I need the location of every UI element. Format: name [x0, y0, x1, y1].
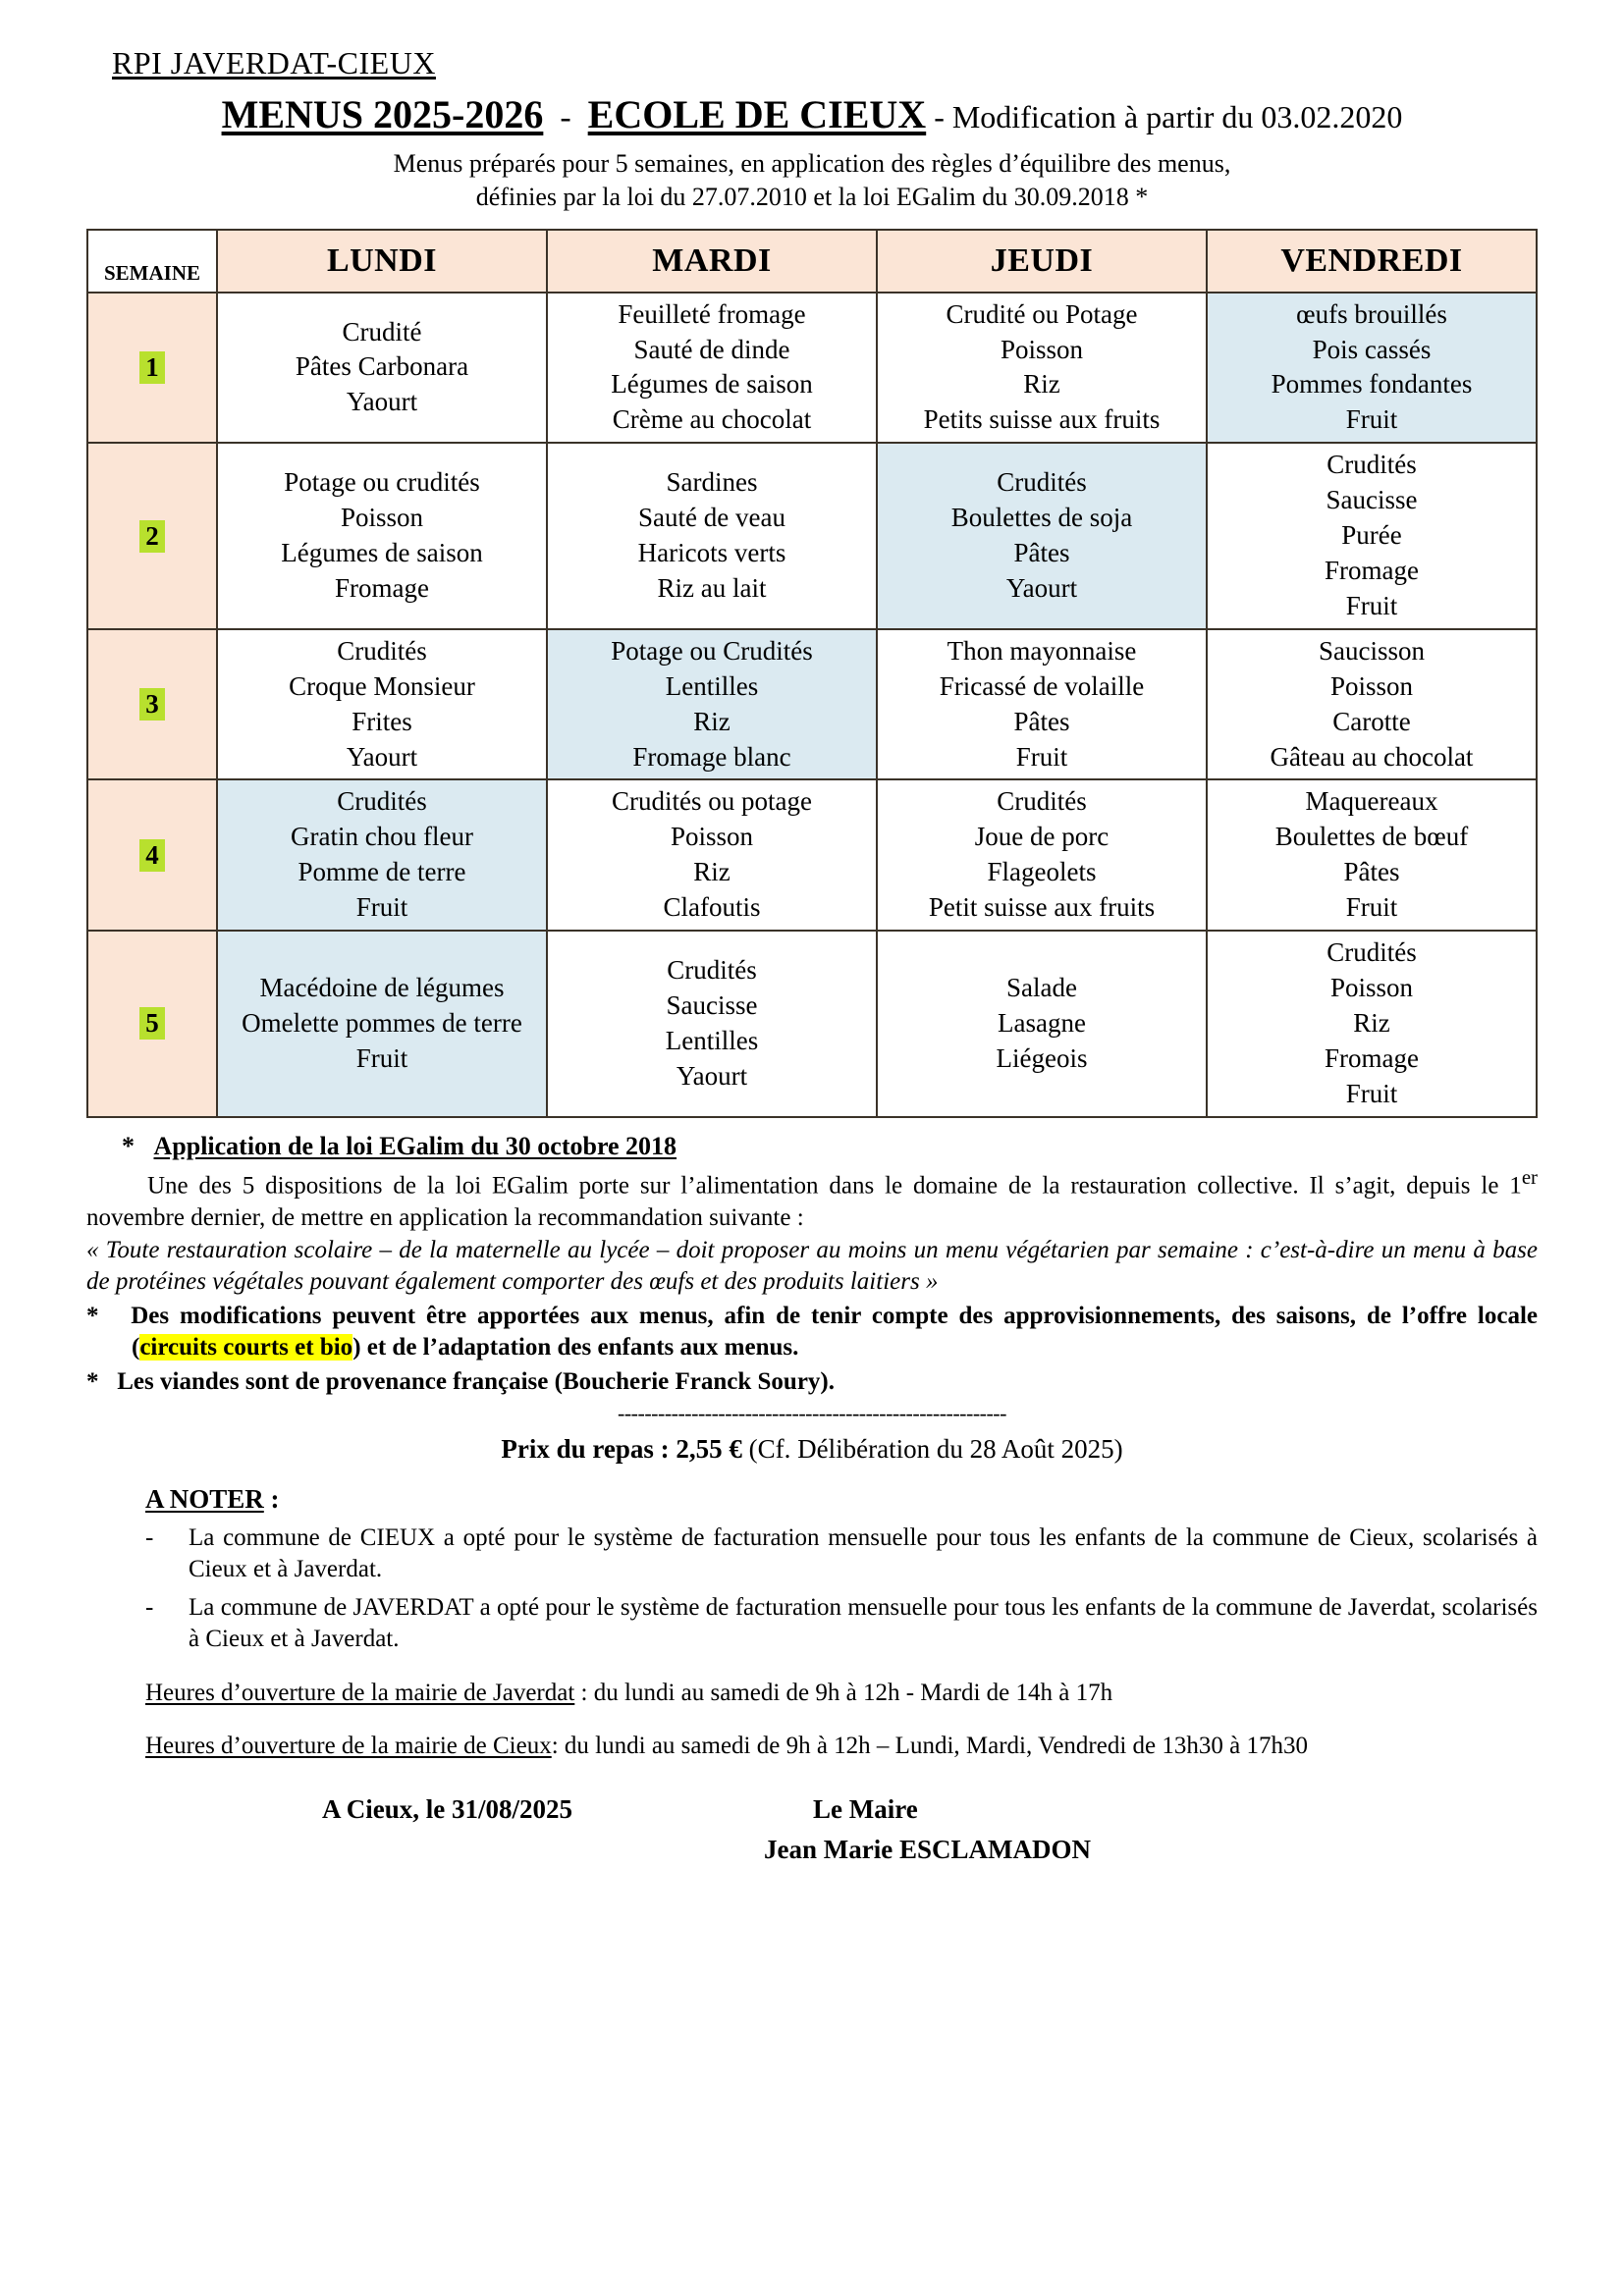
week-number-cell	[87, 293, 217, 444]
menu-item: Crudités	[337, 635, 427, 666]
egalim-paragraph-part-2: novembre dernier, de mettre en application la recommandation suivante :	[86, 1204, 804, 1232]
menu-item: Crudités ou potage	[612, 786, 812, 817]
menu-item: Pommes fondantes	[1271, 369, 1473, 400]
modifications-note-part-2: ) et de l’adaptation des enfants aux menus.	[352, 1334, 799, 1362]
week-number-badge: 5	[139, 1007, 165, 1040]
menu-item: Clafoutis	[663, 892, 761, 923]
menu-item: Sauté de veau	[638, 503, 785, 533]
menu-item: Liégeois	[996, 1042, 1088, 1073]
menu-item: Fromage	[335, 572, 429, 603]
signature-place-date: A Cieux, le 31/08/2025	[322, 1793, 572, 1824]
menu-cell	[547, 293, 877, 444]
main-title	[86, 91, 1538, 137]
menu-item: Fromage	[1325, 1042, 1419, 1073]
menu-item: Saucisse	[1326, 485, 1418, 515]
subtitle-line-1: Menus préparés pour 5 semaines, en application des règles d’équilibre des menus,	[393, 149, 1231, 178]
menu-item: Poisson	[1329, 670, 1414, 701]
menu-item: Fruit	[1345, 1078, 1398, 1108]
menu-item: Pomme de terre	[298, 857, 466, 887]
modification-note: - Modification à partir du 03.02.2020	[934, 99, 1403, 134]
menu-item: Crudité	[342, 316, 422, 347]
menu-item: Lasagne	[998, 1007, 1086, 1038]
menu-cell	[217, 931, 547, 1117]
menu-item: Haricots verts	[637, 538, 786, 568]
table-row	[87, 293, 1537, 444]
menu-item: Pois cassés	[1312, 334, 1432, 364]
menu-item: Feuilleté fromage	[618, 298, 806, 329]
anoter-bullet-list	[86, 1522, 1538, 1656]
modifications-star: *	[86, 1302, 99, 1329]
menu-table-body	[87, 293, 1537, 1117]
week-number-badge: 2	[139, 520, 165, 553]
menu-item: Yaourt	[676, 1060, 748, 1091]
menu-item: Crème au chocolat	[612, 404, 812, 435]
menu-item: Riz	[693, 706, 731, 736]
menu-item: Fruit	[1345, 590, 1398, 620]
modifications-note-part-1: Des modifications peuvent être apportées aux menus, afin de tenir compte des approvisionnements, des saisons, de l’offre locale (	[131, 1302, 1538, 1362]
menu-item: Légumes de saison	[611, 369, 813, 400]
viandes-star: *	[86, 1367, 99, 1395]
table-row	[87, 779, 1537, 931]
egalim-paragraph-sup: er	[1521, 1165, 1538, 1190]
table-row	[87, 443, 1537, 629]
menu-cell	[547, 779, 877, 931]
menu-item: Purée	[1341, 520, 1402, 551]
menu-item: Fruit	[355, 892, 408, 923]
week-number-cell	[87, 629, 217, 780]
menu-item: Croque Monsieur	[289, 670, 475, 701]
menu-item: Pâtes	[1013, 538, 1070, 568]
egalim-paragraph	[86, 1164, 1538, 1234]
price-line	[86, 1432, 1538, 1467]
hours-javerdat-value: : du lundi au samedi de 9h à 12h - Mardi de 14h à 17h	[574, 1679, 1113, 1706]
hours-javerdat	[86, 1678, 1538, 1710]
anoter-label: A NOTER	[145, 1483, 264, 1514]
menu-item: Poisson	[670, 822, 754, 852]
menu-item: Petits suisse aux fruits	[923, 404, 1161, 435]
menu-item: Macédoine de légumes	[259, 972, 505, 1002]
menu-item: Sardines	[666, 467, 758, 498]
menu-cell	[877, 293, 1207, 444]
notes-section	[86, 1130, 1538, 1881]
menu-cell	[877, 779, 1207, 931]
menu-item: Lentilles	[665, 1025, 759, 1055]
price-reference: (Cf. Délibération du 28 Août 2025)	[741, 1433, 1123, 1464]
menu-item: Potage ou Crudités	[611, 635, 813, 666]
menu-item: Salade	[1006, 972, 1077, 1002]
menu-item: Gratin chou fleur	[291, 822, 473, 852]
hours-cieux-value: : du lundi au samedi de 9h à 12h – Lundi, Mardi, Vendredi de 13h30 à 17h30	[551, 1733, 1308, 1760]
signature-right	[764, 1792, 1091, 1867]
list-item: - La commune de JAVERDAT a opté pour le système de facturation mensuelle pour tous les enfants de la commune de Javerdat, scolarisés à Cieux et à Javerdat.	[145, 1592, 1538, 1656]
menu-item: Boulettes de bœuf	[1274, 822, 1469, 852]
menu-item: Yaourt	[346, 741, 418, 772]
menu-item: Poisson	[1000, 334, 1084, 364]
menu-cell	[217, 629, 547, 780]
list-item: - La commune de CIEUX a opté pour le système de facturation mensuelle pour tous les enfants de la commune de Cieux, scolarisés à Cieux et à Javerdat.	[145, 1522, 1538, 1586]
hours-cieux-label: Heures d’ouverture de la mairie de Cieux	[145, 1733, 552, 1760]
separator-dashes: ----------------------------------------------------------	[618, 1401, 1006, 1426]
subtitle-line-2: définies par la loi du 27.07.2010 et la loi EGalim du 30.09.2018 *	[475, 183, 1149, 212]
egalim-heading	[86, 1130, 1538, 1163]
table-row	[87, 931, 1537, 1117]
menu-item: Pâtes	[1013, 706, 1070, 736]
menu-item: Potage ou crudités	[284, 467, 480, 498]
menu-item: Saucisson	[1319, 635, 1425, 666]
menu-cell	[1207, 931, 1537, 1117]
rpi-heading	[86, 45, 1538, 81]
menu-item: Riz	[1353, 1007, 1390, 1038]
menu-cell	[877, 443, 1207, 629]
menu-item: Sauté de dinde	[633, 334, 790, 364]
column-header-jeudi: JEUDI	[877, 230, 1207, 293]
menu-item: Crudité ou Potage	[946, 298, 1138, 329]
table-header-row	[87, 230, 1537, 293]
week-number-badge: 1	[139, 351, 165, 384]
price-value: Prix du repas : 2,55 €	[501, 1433, 742, 1464]
menu-cell	[1207, 293, 1537, 444]
menu-item: Pâtes Carbonara	[295, 351, 469, 382]
menu-item: Fromage	[1325, 555, 1419, 585]
menu-cell	[1207, 629, 1537, 780]
week-number-cell	[87, 931, 217, 1117]
menu-item: Riz	[693, 857, 731, 887]
menu-item: Poisson	[340, 503, 424, 533]
week-number-cell	[87, 443, 217, 629]
week-number-badge: 3	[139, 688, 165, 721]
menu-cell	[217, 779, 547, 931]
menu-item: Fruit	[1015, 741, 1068, 772]
menu-item: Pâtes	[1343, 857, 1400, 887]
week-number-cell	[87, 779, 217, 931]
menu-item: Riz	[1023, 369, 1060, 400]
rpi-heading-text: RPI JAVERDAT-CIEUX	[112, 45, 436, 80]
menu-table-header	[87, 230, 1537, 293]
egalim-quote: « Toute restauration scolaire – de la maternelle au lycée – doit proposer au moins un menu végétarien par semaine : c’est-à-dire un menu à base de protéines végétales pouvant également comporter des œufs et des produits laitiers »	[86, 1236, 1538, 1296]
menu-cell	[877, 931, 1207, 1117]
menu-item: Joue de porc	[974, 822, 1110, 852]
week-number-badge: 4	[139, 839, 165, 872]
menu-item: Riz au lait	[657, 572, 767, 603]
viandes-note	[86, 1366, 1538, 1399]
anoter-heading	[86, 1482, 1538, 1517]
menu-cell	[217, 293, 547, 444]
title-dash-1: -	[560, 99, 571, 135]
menu-item: Saucisse	[666, 989, 758, 1020]
menu-item: Thon mayonnaise	[947, 635, 1137, 666]
menu-cell	[217, 443, 547, 629]
menu-table	[86, 229, 1538, 1118]
anoter-colon: :	[263, 1483, 280, 1514]
menu-item: Légumes de saison	[281, 538, 483, 568]
signature-block	[86, 1792, 1538, 1881]
menu-item: Boulettes de soja	[950, 503, 1133, 533]
menu-cell	[877, 629, 1207, 780]
column-header-vendredi: VENDREDI	[1207, 230, 1537, 293]
menu-item: Petit suisse aux fruits	[928, 892, 1156, 923]
menu-item: Crudités	[997, 467, 1087, 498]
menu-item: Carotte	[1332, 706, 1411, 736]
menu-item: Frites	[352, 706, 412, 736]
menu-item: Lentilles	[665, 670, 759, 701]
hours-cieux	[86, 1731, 1538, 1763]
menu-cell	[547, 931, 877, 1117]
menu-item: Crudités	[1326, 450, 1417, 480]
menu-item: Maquereaux	[1305, 786, 1438, 817]
school-title: ECOLE DE CIEUX	[587, 92, 927, 136]
modifications-note	[86, 1301, 1538, 1364]
menu-item: Crudités	[337, 786, 427, 817]
menu-item: Fricassé de volaille	[939, 670, 1145, 701]
egalim-heading-text: Application de la loi EGalim du 30 octobre 2018	[153, 1131, 677, 1160]
column-header-semaine: SEMAINE	[87, 230, 217, 293]
circuits-courts-highlight: circuits courts et bio	[139, 1334, 353, 1362]
menu-item: Crudités	[1326, 937, 1417, 968]
hours-javerdat-label: Heures d’ouverture de la mairie de Javerdat	[145, 1679, 575, 1706]
egalim-star: *	[122, 1131, 135, 1160]
viandes-note-text: Les viandes sont de provenance française (Boucherie Franck Soury).	[117, 1367, 836, 1395]
signature-role: Le Maire	[813, 1793, 918, 1824]
menu-item: Fromage blanc	[632, 741, 791, 772]
menu-item: Flageolets	[987, 857, 1097, 887]
menus-title: MENUS 2025-2026	[221, 92, 544, 136]
menu-cell	[1207, 443, 1537, 629]
column-header-lundi: LUNDI	[217, 230, 547, 293]
menu-item: Fruit	[355, 1042, 408, 1073]
menu-cell	[1207, 779, 1537, 931]
menu-cell	[547, 629, 877, 780]
menu-item: Yaourt	[1005, 572, 1078, 603]
menu-item: Fruit	[1345, 892, 1398, 923]
menu-item: Yaourt	[346, 387, 418, 417]
menu-item: Gâteau au chocolat	[1270, 741, 1474, 772]
signature-name: Jean Marie ESCLAMADON	[764, 1835, 1091, 1865]
menu-item: Crudités	[667, 954, 757, 985]
table-row	[87, 629, 1537, 780]
menu-cell	[547, 443, 877, 629]
column-header-mardi: MARDI	[547, 230, 877, 293]
menu-item: Crudités	[997, 786, 1087, 817]
menu-item: Fruit	[1345, 404, 1398, 435]
menu-item: Poisson	[1329, 972, 1414, 1002]
menu-item: Omelette pommes de terre	[242, 1007, 522, 1038]
menu-item: œufs brouillés	[1296, 298, 1447, 329]
egalim-paragraph-part-1: Une des 5 dispositions de la loi EGalim porte sur l’alimentation dans le domaine de la restauration collective. Il s’agit, depuis le 1	[147, 1172, 1522, 1200]
